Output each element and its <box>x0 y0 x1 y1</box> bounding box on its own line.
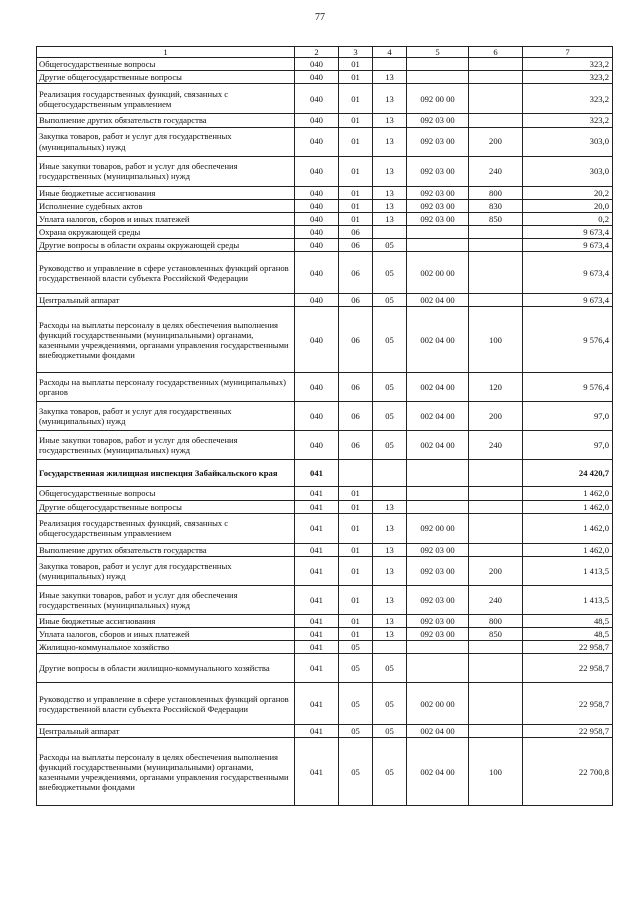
column-header: 6 <box>469 47 523 58</box>
cell-name: Руководство и управление в сфере установленных функций органов государственной власти субъекта Российской Федерации <box>37 252 295 294</box>
cell-admin-code: 041 <box>295 500 339 513</box>
cell-name: Руководство и управление в сфере установленных функций органов государственной власти субъекта Российской Федерации <box>37 683 295 725</box>
cell-expense-type <box>469 641 523 654</box>
cell-section: 01 <box>339 487 373 500</box>
cell-target-article: 002 00 00 <box>407 683 469 725</box>
cell-subsection: 05 <box>373 654 407 683</box>
cell-subsection: 05 <box>373 307 407 373</box>
page-number: 77 <box>315 12 325 23</box>
table-row <box>37 460 613 487</box>
cell-section: 01 <box>339 127 373 156</box>
table-row <box>37 725 613 738</box>
cell-subsection: 13 <box>373 627 407 640</box>
cell-amount: 0,2 <box>523 212 613 225</box>
table-row <box>37 585 613 614</box>
cell-subsection: 05 <box>373 373 407 402</box>
cell-section: 06 <box>339 307 373 373</box>
cell-admin-code: 041 <box>295 627 339 640</box>
cell-amount: 22 700,8 <box>523 738 613 806</box>
cell-name: Уплата налогов, сборов и иных платежей <box>37 627 295 640</box>
cell-target-article: 092 03 00 <box>407 156 469 186</box>
cell-expense-type <box>469 71 523 84</box>
table-row <box>37 683 613 725</box>
cell-target-article: 092 00 00 <box>407 513 469 543</box>
table-row <box>37 71 613 84</box>
cell-subsection: 13 <box>373 500 407 513</box>
cell-expense-type <box>469 513 523 543</box>
cell-amount: 1 462,0 <box>523 543 613 556</box>
column-header: 5 <box>407 47 469 58</box>
cell-name: Иные бюджетные ассигнования <box>37 186 295 199</box>
cell-amount: 1 462,0 <box>523 487 613 500</box>
cell-target-article <box>407 641 469 654</box>
cell-subsection: 05 <box>373 294 407 307</box>
cell-expense-type: 240 <box>469 156 523 186</box>
cell-amount: 97,0 <box>523 431 613 460</box>
cell-subsection: 05 <box>373 738 407 806</box>
cell-amount: 22 958,7 <box>523 654 613 683</box>
cell-admin-code: 041 <box>295 556 339 585</box>
cell-name: Государственная жилищная инспекция Забайкальского края <box>37 460 295 487</box>
table-row <box>37 402 613 431</box>
cell-section: 06 <box>339 252 373 294</box>
cell-name: Другие общегосударственные вопросы <box>37 500 295 513</box>
cell-expense-type <box>469 683 523 725</box>
cell-amount: 22 958,7 <box>523 641 613 654</box>
cell-target-article: 002 04 00 <box>407 431 469 460</box>
cell-section: 05 <box>339 725 373 738</box>
cell-expense-type: 200 <box>469 402 523 431</box>
cell-subsection: 13 <box>373 212 407 225</box>
cell-admin-code: 041 <box>295 683 339 725</box>
cell-admin-code: 040 <box>295 252 339 294</box>
cell-name: Расходы на выплаты персоналу в целях обеспечения выполнения функций государственными (муниципальными) органами, казенными учреждениями, органами управления государственными внебюджетными фондами <box>37 307 295 373</box>
cell-target-article <box>407 500 469 513</box>
cell-section: 01 <box>339 58 373 71</box>
table-row <box>37 614 613 627</box>
cell-admin-code: 040 <box>295 307 339 373</box>
cell-expense-type <box>469 543 523 556</box>
table-row <box>37 373 613 402</box>
cell-subsection: 13 <box>373 156 407 186</box>
cell-amount: 9 576,4 <box>523 373 613 402</box>
cell-subsection: 13 <box>373 585 407 614</box>
cell-section: 06 <box>339 294 373 307</box>
cell-section: 06 <box>339 225 373 238</box>
cell-expense-type <box>469 84 523 114</box>
cell-name: Другие вопросы в области жилищно-коммунального хозяйства <box>37 654 295 683</box>
cell-name: Закупка товаров, работ и услуг для государственных (муниципальных) нужд <box>37 402 295 431</box>
cell-name: Общегосударственные вопросы <box>37 487 295 500</box>
column-header: 2 <box>295 47 339 58</box>
table-header-row <box>37 47 613 58</box>
cell-amount: 9 673,4 <box>523 225 613 238</box>
cell-name: Иные закупки товаров, работ и услуг для обеспечения государственных (муниципальных) нужд <box>37 156 295 186</box>
cell-target-article: 002 04 00 <box>407 402 469 431</box>
column-header: 4 <box>373 47 407 58</box>
cell-name: Общегосударственные вопросы <box>37 58 295 71</box>
cell-target-article: 092 00 00 <box>407 84 469 114</box>
cell-section <box>339 460 373 487</box>
cell-amount: 1 413,5 <box>523 556 613 585</box>
cell-amount: 9 576,4 <box>523 307 613 373</box>
cell-admin-code: 040 <box>295 373 339 402</box>
cell-subsection <box>373 641 407 654</box>
cell-section: 01 <box>339 585 373 614</box>
cell-name: Иные бюджетные ассигнования <box>37 614 295 627</box>
cell-target-article: 002 04 00 <box>407 307 469 373</box>
cell-expense-type <box>469 225 523 238</box>
table-row <box>37 212 613 225</box>
cell-target-article <box>407 487 469 500</box>
cell-expense-type: 850 <box>469 627 523 640</box>
cell-target-article <box>407 225 469 238</box>
cell-name: Иные закупки товаров, работ и услуг для обеспечения государственных (муниципальных) нужд <box>37 431 295 460</box>
cell-subsection: 13 <box>373 84 407 114</box>
cell-amount: 323,2 <box>523 71 613 84</box>
cell-amount: 97,0 <box>523 402 613 431</box>
column-header: 1 <box>37 47 295 58</box>
cell-section: 01 <box>339 543 373 556</box>
cell-expense-type <box>469 500 523 513</box>
cell-section: 06 <box>339 402 373 431</box>
cell-subsection: 05 <box>373 402 407 431</box>
cell-subsection: 05 <box>373 252 407 294</box>
column-header: 7 <box>523 47 613 58</box>
budget-table <box>36 46 613 806</box>
cell-subsection: 05 <box>373 725 407 738</box>
cell-section: 01 <box>339 71 373 84</box>
cell-section: 06 <box>339 373 373 402</box>
cell-target-article: 002 04 00 <box>407 725 469 738</box>
cell-subsection <box>373 58 407 71</box>
cell-admin-code: 040 <box>295 239 339 252</box>
cell-subsection: 13 <box>373 127 407 156</box>
cell-name: Исполнение судебных актов <box>37 199 295 212</box>
cell-name: Реализация государственных функций, связанных с общегосударственным управлением <box>37 84 295 114</box>
table-row <box>37 431 613 460</box>
cell-admin-code: 041 <box>295 654 339 683</box>
cell-amount: 22 958,7 <box>523 725 613 738</box>
cell-target-article <box>407 58 469 71</box>
cell-subsection <box>373 460 407 487</box>
cell-target-article: 092 03 00 <box>407 585 469 614</box>
cell-amount: 9 673,4 <box>523 294 613 307</box>
cell-target-article: 002 04 00 <box>407 738 469 806</box>
cell-name: Расходы на выплаты персоналу государственных (муниципальных) органов <box>37 373 295 402</box>
cell-name: Закупка товаров, работ и услуг для государственных (муниципальных) нужд <box>37 556 295 585</box>
cell-target-article <box>407 239 469 252</box>
cell-expense-type <box>469 294 523 307</box>
cell-section: 01 <box>339 500 373 513</box>
cell-name: Реализация государственных функций, связанных с общегосударственным управлением <box>37 513 295 543</box>
cell-admin-code: 040 <box>295 402 339 431</box>
table-row <box>37 225 613 238</box>
cell-admin-code: 040 <box>295 212 339 225</box>
cell-section: 05 <box>339 654 373 683</box>
cell-amount: 20,2 <box>523 186 613 199</box>
cell-expense-type: 830 <box>469 199 523 212</box>
table-row <box>37 627 613 640</box>
table-row <box>37 156 613 186</box>
cell-expense-type: 800 <box>469 186 523 199</box>
cell-amount: 323,2 <box>523 84 613 114</box>
cell-expense-type <box>469 487 523 500</box>
table-row <box>37 487 613 500</box>
table-row <box>37 738 613 806</box>
cell-name: Другие вопросы в области охраны окружающей среды <box>37 239 295 252</box>
cell-amount: 24 420,7 <box>523 460 613 487</box>
cell-expense-type <box>469 460 523 487</box>
cell-subsection <box>373 487 407 500</box>
cell-target-article: 002 04 00 <box>407 373 469 402</box>
cell-name: Выполнение других обязательств государства <box>37 543 295 556</box>
cell-name: Центральный аппарат <box>37 294 295 307</box>
cell-name: Охрана окружающей среды <box>37 225 295 238</box>
table-row <box>37 500 613 513</box>
cell-section: 01 <box>339 627 373 640</box>
cell-target-article: 092 03 00 <box>407 212 469 225</box>
cell-admin-code: 041 <box>295 738 339 806</box>
cell-subsection: 13 <box>373 186 407 199</box>
table-row <box>37 114 613 127</box>
cell-admin-code: 041 <box>295 460 339 487</box>
cell-admin-code: 041 <box>295 543 339 556</box>
cell-admin-code: 041 <box>295 487 339 500</box>
cell-section: 01 <box>339 84 373 114</box>
cell-section: 01 <box>339 212 373 225</box>
cell-name: Жилищно-коммунальное хозяйство <box>37 641 295 654</box>
cell-section: 05 <box>339 683 373 725</box>
cell-target-article <box>407 71 469 84</box>
cell-name: Иные закупки товаров, работ и услуг для обеспечения государственных (муниципальных) нужд <box>37 585 295 614</box>
table-row <box>37 543 613 556</box>
cell-section: 01 <box>339 186 373 199</box>
table-row <box>37 513 613 543</box>
table-row <box>37 58 613 71</box>
cell-admin-code: 040 <box>295 199 339 212</box>
cell-section: 01 <box>339 156 373 186</box>
table-row <box>37 252 613 294</box>
cell-target-article: 092 03 00 <box>407 614 469 627</box>
cell-amount: 1 462,0 <box>523 500 613 513</box>
cell-name: Закупка товаров, работ и услуг для государственных (муниципальных) нужд <box>37 127 295 156</box>
cell-target-article: 092 03 00 <box>407 114 469 127</box>
cell-amount: 1 413,5 <box>523 585 613 614</box>
cell-subsection: 13 <box>373 199 407 212</box>
cell-amount: 48,5 <box>523 627 613 640</box>
cell-amount: 1 462,0 <box>523 513 613 543</box>
cell-target-article: 092 03 00 <box>407 556 469 585</box>
cell-amount: 9 673,4 <box>523 239 613 252</box>
cell-admin-code: 041 <box>295 614 339 627</box>
cell-amount: 22 958,7 <box>523 683 613 725</box>
cell-expense-type <box>469 114 523 127</box>
cell-subsection: 13 <box>373 114 407 127</box>
cell-subsection: 13 <box>373 556 407 585</box>
table-row <box>37 307 613 373</box>
cell-expense-type <box>469 239 523 252</box>
table-row <box>37 84 613 114</box>
cell-section: 01 <box>339 556 373 585</box>
cell-subsection <box>373 225 407 238</box>
cell-admin-code: 040 <box>295 127 339 156</box>
cell-subsection: 05 <box>373 683 407 725</box>
table-row <box>37 556 613 585</box>
cell-subsection: 13 <box>373 513 407 543</box>
cell-amount: 303,0 <box>523 156 613 186</box>
cell-expense-type: 850 <box>469 212 523 225</box>
cell-expense-type: 120 <box>469 373 523 402</box>
table-row <box>37 239 613 252</box>
cell-admin-code: 040 <box>295 58 339 71</box>
cell-name: Другие общегосударственные вопросы <box>37 71 295 84</box>
cell-subsection: 05 <box>373 239 407 252</box>
cell-expense-type: 800 <box>469 614 523 627</box>
cell-expense-type <box>469 654 523 683</box>
cell-target-article: 002 00 00 <box>407 252 469 294</box>
cell-target-article: 092 03 00 <box>407 627 469 640</box>
cell-expense-type: 200 <box>469 127 523 156</box>
cell-admin-code: 041 <box>295 641 339 654</box>
cell-admin-code: 040 <box>295 114 339 127</box>
cell-admin-code: 041 <box>295 513 339 543</box>
cell-expense-type <box>469 252 523 294</box>
cell-subsection: 05 <box>373 431 407 460</box>
cell-target-article: 092 03 00 <box>407 199 469 212</box>
cell-section: 06 <box>339 431 373 460</box>
cell-name: Выполнение других обязательств государства <box>37 114 295 127</box>
cell-section: 01 <box>339 513 373 543</box>
cell-section: 05 <box>339 641 373 654</box>
cell-admin-code: 040 <box>295 225 339 238</box>
table-row <box>37 641 613 654</box>
cell-expense-type: 100 <box>469 738 523 806</box>
cell-admin-code: 040 <box>295 71 339 84</box>
cell-admin-code: 041 <box>295 725 339 738</box>
cell-target-article: 092 03 00 <box>407 543 469 556</box>
cell-amount: 20,0 <box>523 199 613 212</box>
cell-target-article: 092 03 00 <box>407 127 469 156</box>
cell-name: Расходы на выплаты персоналу в целях обеспечения выполнения функций государственными (муниципальными) органами, казенными учреждениями, органами управления государственными внебюджетными фондами <box>37 738 295 806</box>
cell-section: 06 <box>339 239 373 252</box>
table-row <box>37 294 613 307</box>
cell-admin-code: 040 <box>295 431 339 460</box>
table-row <box>37 654 613 683</box>
cell-target-article: 092 03 00 <box>407 186 469 199</box>
cell-target-article: 002 04 00 <box>407 294 469 307</box>
cell-expense-type: 240 <box>469 431 523 460</box>
cell-section: 01 <box>339 114 373 127</box>
cell-amount: 9 673,4 <box>523 252 613 294</box>
cell-admin-code: 040 <box>295 294 339 307</box>
cell-section: 01 <box>339 614 373 627</box>
cell-subsection: 13 <box>373 543 407 556</box>
cell-expense-type: 240 <box>469 585 523 614</box>
cell-admin-code: 040 <box>295 186 339 199</box>
cell-name: Центральный аппарат <box>37 725 295 738</box>
cell-section: 01 <box>339 199 373 212</box>
table-row <box>37 186 613 199</box>
column-header: 3 <box>339 47 373 58</box>
cell-amount: 48,5 <box>523 614 613 627</box>
cell-expense-type <box>469 58 523 71</box>
cell-subsection: 13 <box>373 71 407 84</box>
cell-target-article <box>407 654 469 683</box>
table-row <box>37 199 613 212</box>
cell-amount: 323,2 <box>523 114 613 127</box>
cell-section: 05 <box>339 738 373 806</box>
cell-admin-code: 040 <box>295 84 339 114</box>
cell-expense-type: 200 <box>469 556 523 585</box>
cell-expense-type <box>469 725 523 738</box>
table-row <box>37 127 613 156</box>
cell-admin-code: 041 <box>295 585 339 614</box>
cell-target-article <box>407 460 469 487</box>
cell-name: Уплата налогов, сборов и иных платежей <box>37 212 295 225</box>
cell-expense-type: 100 <box>469 307 523 373</box>
cell-amount: 303,0 <box>523 127 613 156</box>
cell-subsection: 13 <box>373 614 407 627</box>
cell-admin-code: 040 <box>295 156 339 186</box>
cell-amount: 323,2 <box>523 58 613 71</box>
table-body <box>37 58 613 806</box>
